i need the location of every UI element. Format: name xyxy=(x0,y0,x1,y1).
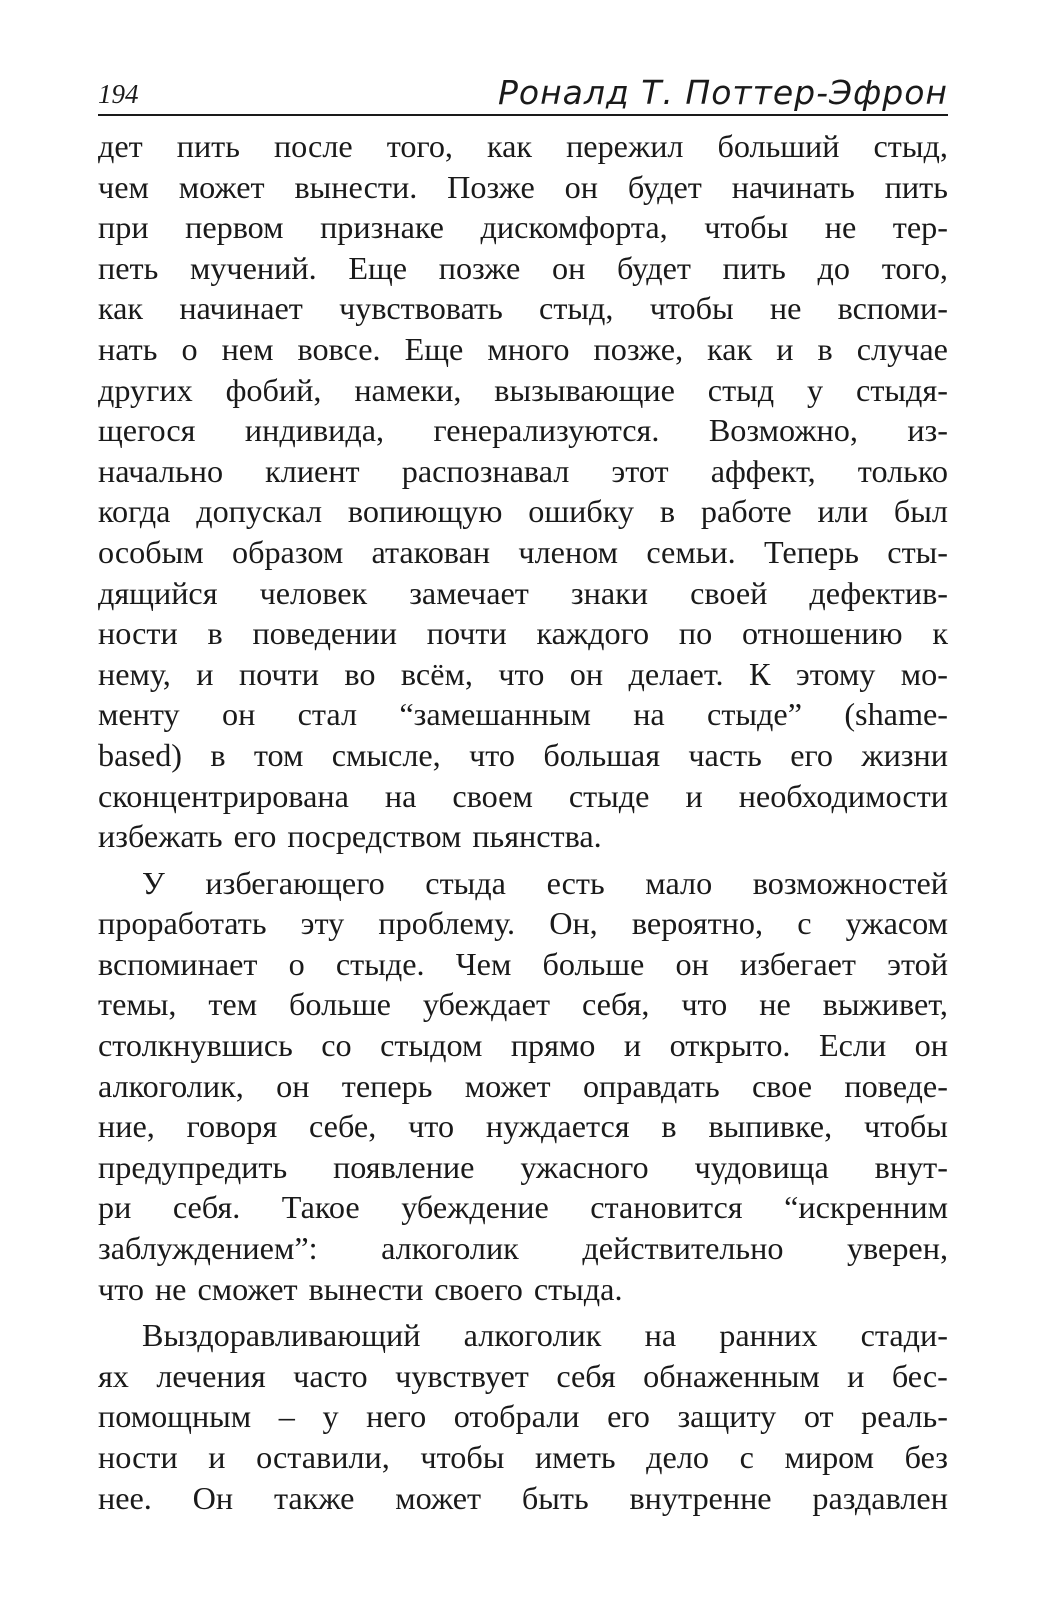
text-line: алкоголик, он теперь может оправдать свое поведе- xyxy=(98,1067,948,1104)
running-header xyxy=(98,70,948,116)
text-line: ности и оставили, чтобы иметь дело с миром без xyxy=(98,1439,948,1475)
text-line: помощным – у него отобрали его защиту от реаль- xyxy=(98,1398,948,1435)
text-line: столкнувшись со стыдом прямо и открыто. Если он xyxy=(98,1027,948,1064)
text-line: как начинает чувствовать стыд, чтобы не вспоми- xyxy=(98,290,948,327)
text-line: based) в том смысле, что большая часть его жизни xyxy=(98,736,948,773)
text-line: дящийся человек замечает знаки своей дефектив- xyxy=(98,574,948,611)
text-line: Выздоравливающий алкоголик на ранних стади- xyxy=(142,1317,948,1354)
text-line: сконцентрирована на своем стыде и необходимости xyxy=(98,777,948,814)
text-line: вспоминает о стыде. Чем больше он избегает этой xyxy=(98,945,948,982)
text-line: при первом признаке дискомфорта, чтобы не тер- xyxy=(98,209,948,246)
text-line: щегося индивида, генерализуются. Возможно, из- xyxy=(98,412,948,449)
text-line: особым образом атакован членом семьи. Теперь сты- xyxy=(98,533,948,570)
text-line: ности в поведении почти каждого по отношению к xyxy=(98,615,948,652)
text-line: У избегающего стыда есть мало возможностей xyxy=(142,864,948,901)
paragraph xyxy=(98,1315,948,1518)
text-line: когда допускал вопиющую ошибку в работе или был xyxy=(98,493,948,530)
running-title: Роналд Т. Поттер-Эфрон xyxy=(497,73,948,112)
text-line: петь мучений. Еще позже он будет пить до того, xyxy=(98,249,948,286)
text-line: что не сможет вынести своего стыда. xyxy=(98,1270,623,1307)
book-page xyxy=(98,70,948,1518)
text-line: нему, и почти во всём, что он делает. К этому мо- xyxy=(98,655,948,692)
text-line: предупредить появление ужасного чудовища внут- xyxy=(98,1148,948,1185)
text-line: ях лечения часто чувствует себя обнаженным и бес- xyxy=(98,1357,948,1394)
text-line: других фобий, намеки, вызывающие стыд у стыдя- xyxy=(98,371,948,408)
text-line: начально клиент распознавал этот аффект, только xyxy=(98,452,948,489)
text-line: избежать его посредством пьянства. xyxy=(98,818,602,855)
text-line: менту он стал “замешанным на стыде” (shame- xyxy=(98,696,948,733)
text-line: ри себя. Такое убеждение становится “искренним xyxy=(98,1189,948,1226)
text-line: нее. Он также может быть внутренне раздавлен xyxy=(98,1479,948,1516)
paragraph xyxy=(98,863,948,1310)
text-line: ние, говоря себе, что нуждается в выпивке, чтобы xyxy=(98,1108,948,1145)
text-line: проработать эту проблему. Он, вероятно, с ужасом xyxy=(98,905,948,942)
text-line: чем может вынести. Позже он будет начинать пить xyxy=(98,168,948,205)
text-line: темы, тем больше убеждает себя, что не выживет, xyxy=(98,986,948,1023)
text-line: нать о нем вовсе. Еще много позже, как и в случае xyxy=(98,330,948,367)
page-number: 194 xyxy=(98,79,139,109)
paragraph xyxy=(98,126,948,857)
text-line: заблуждением”: алкоголик действительно уверен, xyxy=(98,1230,948,1267)
body-text xyxy=(98,126,948,1518)
text-line: дет пить после того, как пережил больший стыд, xyxy=(98,128,948,164)
